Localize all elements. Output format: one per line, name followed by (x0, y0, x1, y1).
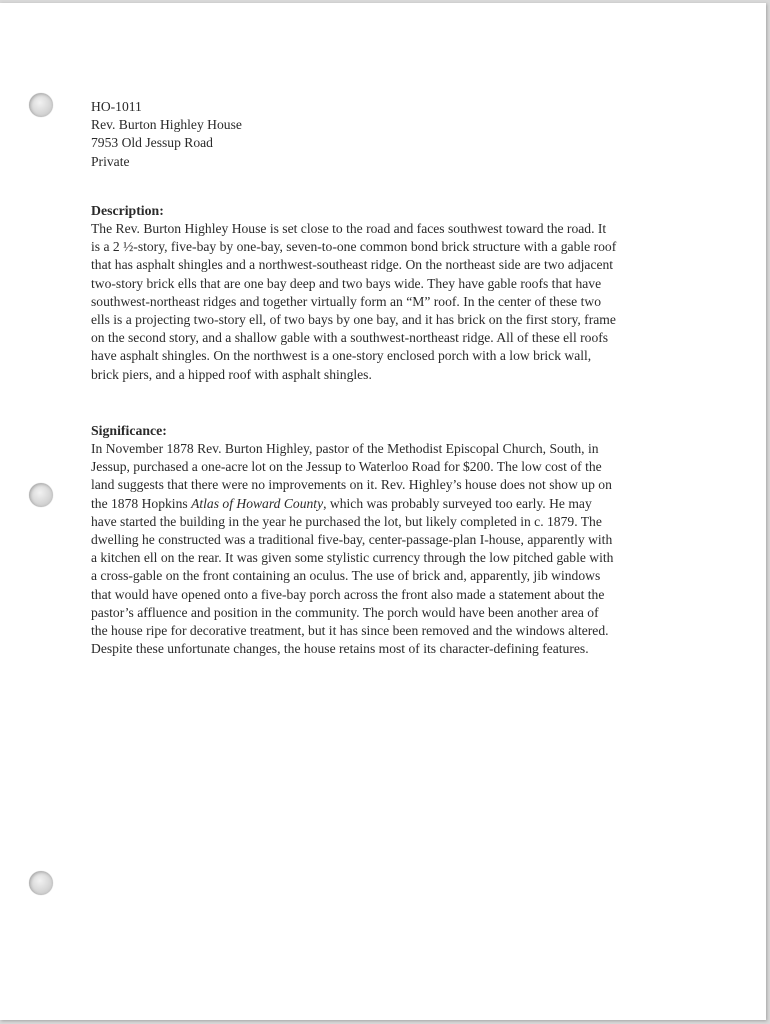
property-name: Rev. Burton Highley House (91, 117, 242, 133)
document-body (91, 98, 691, 658)
significance-line: Jessup, purchased a one-acre lot on the Jessup to Waterloo Road for $200. The low cost of the (91, 459, 602, 475)
description-line: southwest-northeast ridges and together virtually form an “M” roof. In the center of these two (91, 293, 601, 309)
property-ownership: Private (91, 153, 130, 169)
significance-line: a kitchen ell on the rear. It was given some stylistic currency through the low pitched gable with (91, 550, 614, 566)
significance-line: the house ripe for decorative treatment, but it has since been removed and the windows altered. (91, 623, 609, 639)
significance-heading: Significance: (91, 422, 167, 438)
description-heading: Description: (91, 202, 164, 218)
inventory-id: HO-1011 (91, 99, 142, 114)
property-header (91, 98, 691, 171)
description-line: on the second story, and a shallow gable with a southwest-northeast ridge. All of these ell roofs (91, 330, 609, 346)
punch-hole-bottom (29, 871, 53, 895)
atlas-title: Atlas of Howard County (191, 495, 324, 511)
description-section (91, 202, 691, 384)
significance-line-atlas (91, 495, 691, 513)
description-line: two-story brick ells that are one bay deep and two bays wide. They have gable roofs that have (91, 275, 602, 291)
significance-section (91, 422, 691, 659)
description-line: is a 2 ½-story, five-bay by one-bay, seven-to-one common bond brick structure with a gable roof (91, 239, 617, 255)
document-page (0, 3, 766, 1020)
significance-line: a cross-gable on the front containing an oculus. The use of brick and, apparently, jib windows (91, 568, 601, 584)
significance-line: that would have opened onto a five-bay porch across the front also made a statement about the (91, 586, 605, 602)
significance-paragraph (91, 440, 691, 658)
significance-line: pastor’s affluence and position in the community. The porch would have been another area of (91, 604, 599, 620)
description-line: brick piers, and a hipped roof with asphalt shingles. (91, 366, 372, 382)
punch-hole-top (29, 93, 53, 117)
punch-hole-middle (29, 483, 53, 507)
significance-line: have started the building in the year he purchased the lot, but likely completed in c. 1879. The (91, 513, 602, 529)
significance-line: In November 1878 Rev. Burton Highley, pastor of the Methodist Episcopal Church, South, in (91, 441, 599, 457)
significance-line: Despite these unfortunate changes, the house retains most of its character-defining features. (91, 641, 589, 657)
property-address: 7953 Old Jessup Road (91, 135, 213, 151)
atlas-line-before: the 1878 Hopkins (91, 495, 192, 511)
description-line: ells is a projecting two-story ell, of two bays by one bay, and it has brick on the first story, frame (91, 312, 616, 328)
description-paragraph (91, 220, 691, 384)
description-line: The Rev. Burton Highley House is set close to the road and faces southwest toward the road. It (91, 221, 607, 237)
significance-line: dwelling he constructed was a traditional five-bay, center-passage-plan I-house, apparently with (91, 532, 613, 548)
description-line: that has asphalt shingles and a northwest-southeast ridge. On the northeast side are two adjacent (91, 257, 614, 273)
description-line: have asphalt shingles. On the northwest is a one-story enclosed porch with a low brick wall, (91, 348, 592, 364)
significance-line: land suggests that there were no improvements on it. Rev. Highley’s house does not show up on (91, 477, 612, 493)
atlas-line-after: , which was probably surveyed too early. He may (323, 495, 592, 511)
